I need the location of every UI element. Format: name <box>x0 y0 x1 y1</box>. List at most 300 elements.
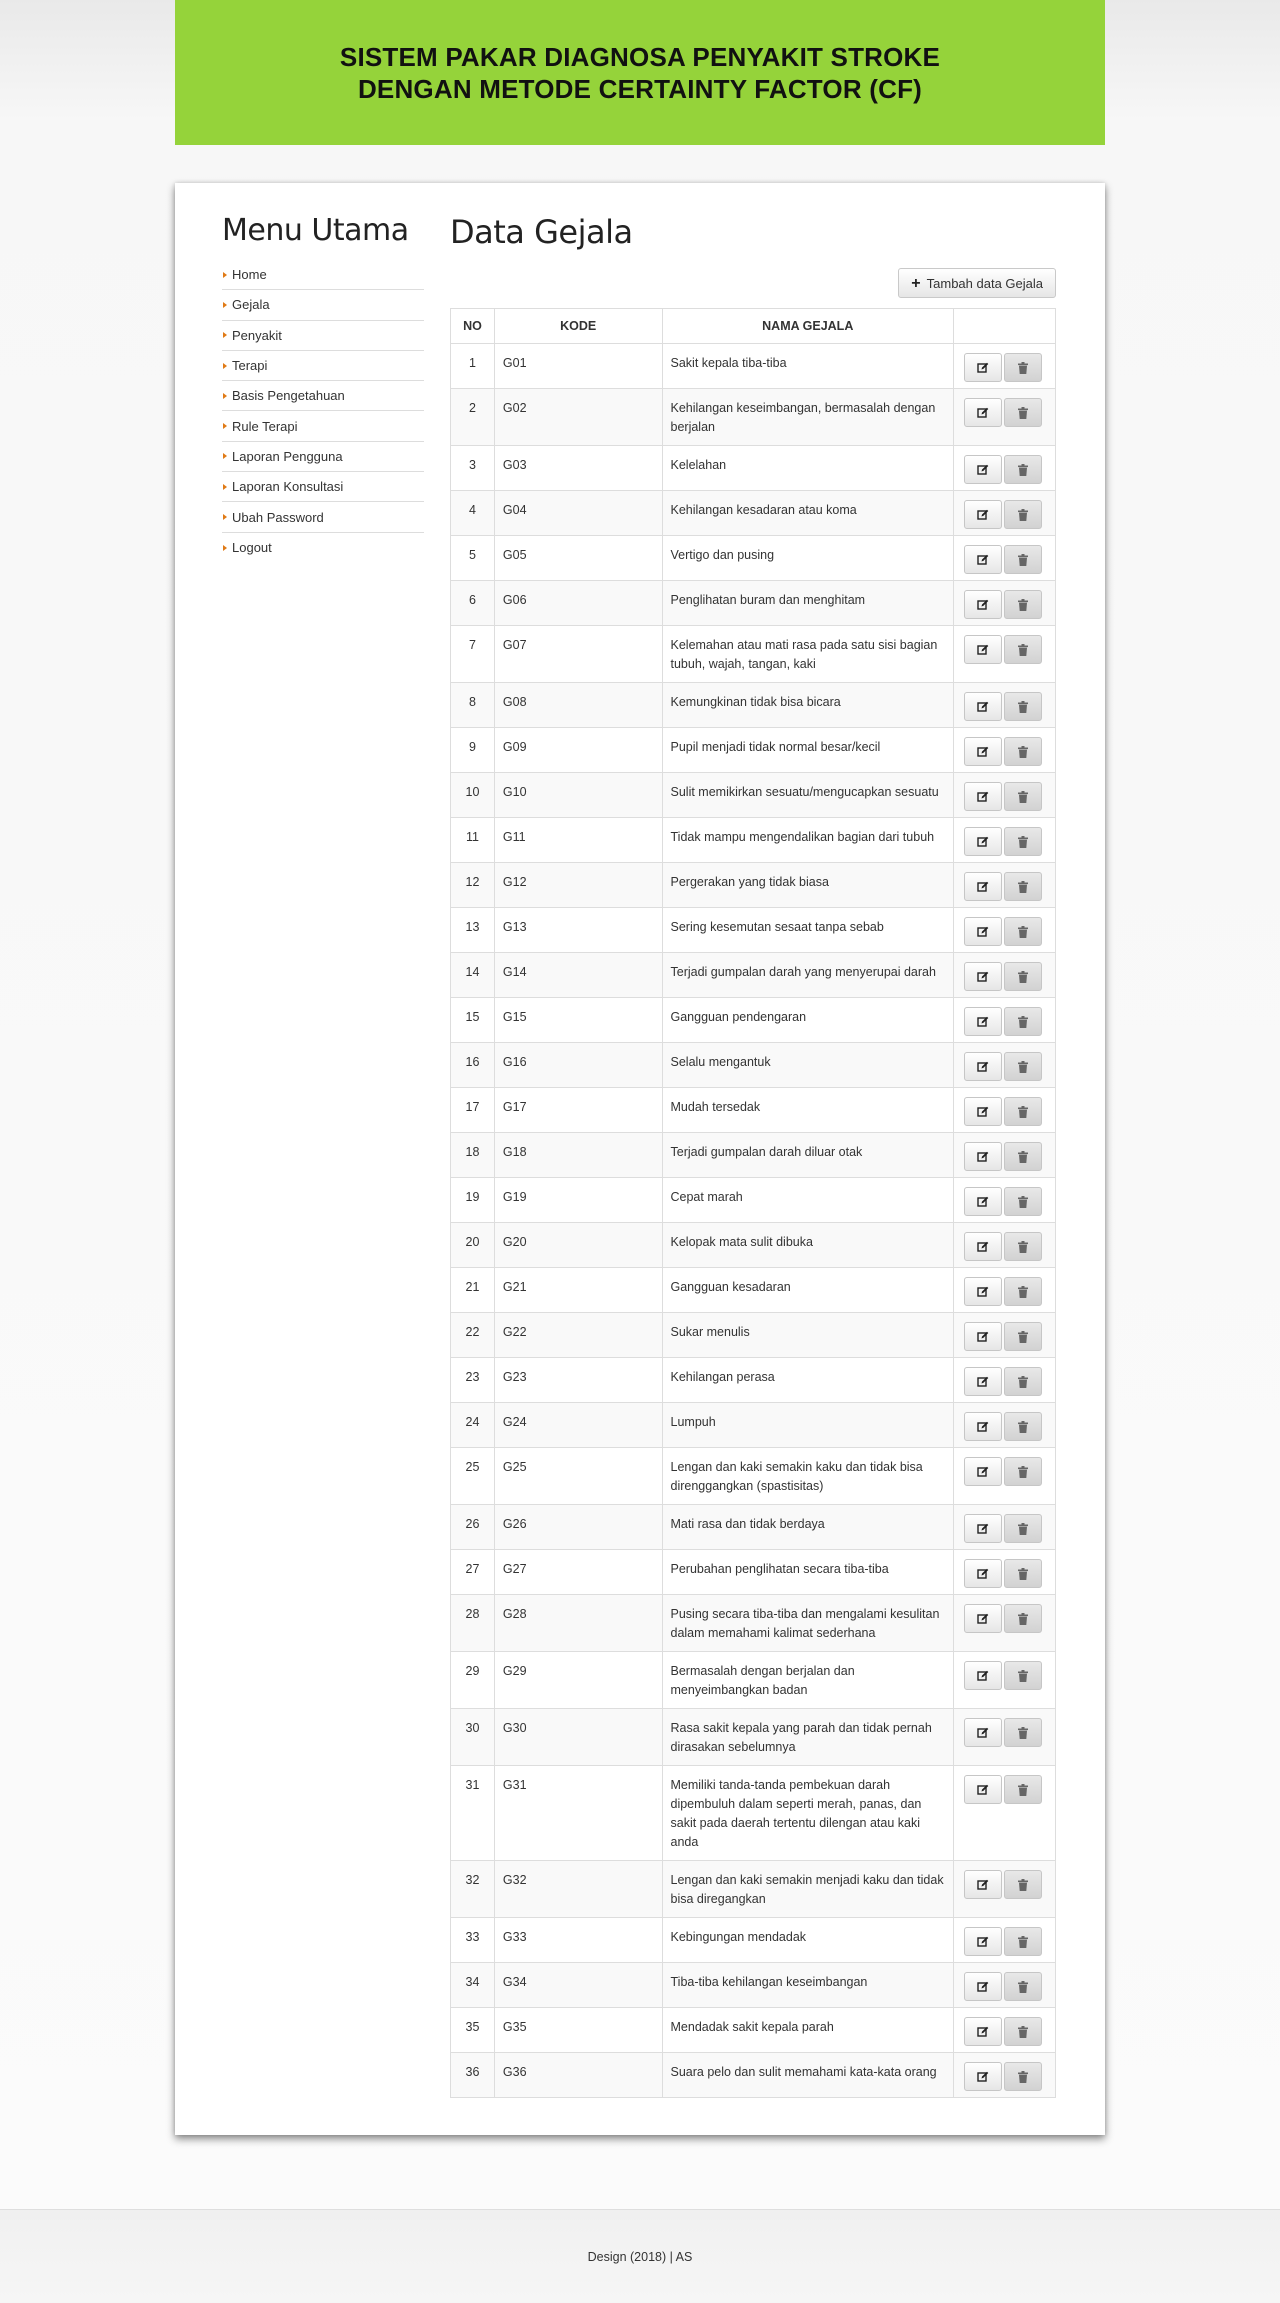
cell-no: 7 <box>451 626 495 683</box>
cell-nama-gejala: Kelelahan <box>662 446 954 491</box>
edit-icon <box>977 1331 989 1343</box>
trash-icon <box>1018 1613 1028 1625</box>
edit-button[interactable] <box>964 2062 1002 2091</box>
sidebar-item-penyakit[interactable] <box>222 321 424 351</box>
edit-button[interactable] <box>964 500 1002 529</box>
delete-button[interactable] <box>1004 782 1042 811</box>
cell-actions <box>954 728 1056 773</box>
cell-kode: G24 <box>494 1403 662 1448</box>
edit-button[interactable] <box>964 1559 1002 1588</box>
delete-button[interactable] <box>1004 962 1042 991</box>
cell-kode: G21 <box>494 1268 662 1313</box>
delete-button[interactable] <box>1004 1972 1042 2001</box>
arrow-right-icon <box>223 484 227 490</box>
cell-kode: G10 <box>494 773 662 818</box>
edit-icon <box>977 791 989 803</box>
edit-button[interactable] <box>964 1322 1002 1351</box>
trash-icon <box>1018 1727 1028 1739</box>
edit-button[interactable] <box>964 545 1002 574</box>
cell-nama-gejala: Mudah tersedak <box>662 1088 954 1133</box>
table-row <box>451 2008 1056 2053</box>
trash-icon <box>1018 1466 1028 1478</box>
table-body <box>451 344 1056 2098</box>
sidebar-menu <box>222 260 424 563</box>
edit-button[interactable] <box>964 1187 1002 1216</box>
edit-icon <box>977 554 989 566</box>
cell-no: 20 <box>451 1223 495 1268</box>
cell-kode: G07 <box>494 626 662 683</box>
cell-kode: G04 <box>494 491 662 536</box>
edit-button[interactable] <box>964 398 1002 427</box>
edit-icon <box>977 2071 989 2083</box>
cell-no: 6 <box>451 581 495 626</box>
cell-nama-gejala: Sukar menulis <box>662 1313 954 1358</box>
cell-no: 3 <box>451 446 495 491</box>
cell-nama-gejala: Sering kesemutan sesaat tanpa sebab <box>662 908 954 953</box>
arrow-right-icon <box>223 302 227 308</box>
page-title: Data Gejala <box>450 213 633 251</box>
table-row <box>451 1223 1056 1268</box>
cell-kode: G03 <box>494 446 662 491</box>
cell-actions <box>954 1178 1056 1223</box>
delete-button[interactable] <box>1004 1661 1042 1690</box>
edit-icon <box>977 701 989 713</box>
edit-button[interactable] <box>964 1661 1002 1690</box>
cell-no: 35 <box>451 2008 495 2053</box>
table-row <box>451 1918 1056 1963</box>
edit-icon <box>977 509 989 521</box>
cell-kode: G27 <box>494 1550 662 1595</box>
trash-icon <box>1018 1421 1028 1433</box>
table-row <box>451 389 1056 446</box>
cell-no: 29 <box>451 1652 495 1709</box>
sidebar-item-terapi[interactable] <box>222 351 424 381</box>
cell-no: 17 <box>451 1088 495 1133</box>
cell-no: 11 <box>451 818 495 863</box>
arrow-right-icon <box>223 363 227 369</box>
trash-icon <box>1018 1784 1028 1796</box>
cell-actions <box>954 2053 1056 2098</box>
table-row <box>451 2053 1056 2098</box>
edit-button[interactable] <box>964 1457 1002 1486</box>
edit-button[interactable] <box>964 1007 1002 1036</box>
cell-kode: G05 <box>494 536 662 581</box>
cell-nama-gejala: Lengan dan kaki semakin menjadi kaku dan tidak bisa diregangkan <box>662 1861 954 1918</box>
delete-button[interactable] <box>1004 635 1042 664</box>
table-row <box>451 1403 1056 1448</box>
trash-icon <box>1018 1061 1028 1073</box>
cell-kode: G17 <box>494 1088 662 1133</box>
edit-button[interactable] <box>964 1870 1002 1899</box>
table-row <box>451 1709 1056 1766</box>
cell-no: 13 <box>451 908 495 953</box>
delete-button[interactable] <box>1004 1927 1042 1956</box>
cell-actions <box>954 1652 1056 1709</box>
delete-button[interactable] <box>1004 1052 1042 1081</box>
footer-text: Design (2018) | AS <box>587 2249 693 2264</box>
cell-nama-gejala: Kehilangan keseimbangan, bermasalah dengan berjalan <box>662 389 954 446</box>
content-panel <box>175 183 1105 2135</box>
cell-kode: G18 <box>494 1133 662 1178</box>
edit-button[interactable] <box>964 590 1002 619</box>
arrow-right-icon <box>223 453 227 459</box>
cell-kode: G31 <box>494 1766 662 1861</box>
cell-no: 25 <box>451 1448 495 1505</box>
trash-icon <box>1018 836 1028 848</box>
sidebar <box>222 213 424 563</box>
table-row <box>451 728 1056 773</box>
edit-icon <box>977 1670 989 1682</box>
sidebar-item-label[interactable]: Terapi <box>232 358 268 374</box>
table-row <box>451 344 1056 389</box>
cell-actions <box>954 818 1056 863</box>
cell-kode: G33 <box>494 1918 662 1963</box>
trash-icon <box>1018 644 1028 656</box>
trash-icon <box>1018 599 1028 611</box>
trash-icon <box>1018 1331 1028 1343</box>
edit-button[interactable] <box>964 1514 1002 1543</box>
trash-icon <box>1018 791 1028 803</box>
sidebar-item-label[interactable]: Gejala <box>232 297 270 313</box>
edit-button[interactable] <box>964 1052 1002 1081</box>
edit-button[interactable] <box>964 872 1002 901</box>
cell-kode: G12 <box>494 863 662 908</box>
delete-button[interactable] <box>1004 872 1042 901</box>
arrow-right-icon <box>223 514 227 520</box>
trash-icon <box>1018 1523 1028 1535</box>
cell-nama-gejala: Mendadak sakit kepala parah <box>662 2008 954 2053</box>
cell-nama-gejala: Kehilangan kesadaran atau koma <box>662 491 954 536</box>
arrow-right-icon <box>223 423 227 429</box>
sidebar-item-ubah-password[interactable] <box>222 502 424 532</box>
delete-button[interactable] <box>1004 827 1042 856</box>
sidebar-item-laporan-konsultasi[interactable] <box>222 472 424 502</box>
cell-no: 34 <box>451 1963 495 2008</box>
column-header-no: NO <box>451 309 495 344</box>
arrow-right-icon <box>223 332 227 338</box>
table-row <box>451 581 1056 626</box>
cell-kode: G08 <box>494 683 662 728</box>
edit-icon <box>977 1016 989 1028</box>
table-row <box>451 1358 1056 1403</box>
delete-button[interactable] <box>1004 1457 1042 1486</box>
cell-kode: G30 <box>494 1709 662 1766</box>
edit-icon <box>977 407 989 419</box>
trash-icon <box>1018 464 1028 476</box>
cell-actions <box>954 1766 1056 1861</box>
cell-kode: G22 <box>494 1313 662 1358</box>
edit-icon <box>977 746 989 758</box>
cell-no: 9 <box>451 728 495 773</box>
edit-button[interactable] <box>964 1232 1002 1261</box>
table-row <box>451 1550 1056 1595</box>
cell-actions <box>954 773 1056 818</box>
cell-actions <box>954 1403 1056 1448</box>
cell-no: 23 <box>451 1358 495 1403</box>
cell-kode: G11 <box>494 818 662 863</box>
edit-button[interactable] <box>964 1412 1002 1441</box>
main-content <box>450 213 1056 2079</box>
footer <box>0 2209 1280 2303</box>
add-gejala-button[interactable] <box>898 268 1056 298</box>
edit-icon <box>977 1879 989 1891</box>
table-row <box>451 491 1056 536</box>
cell-nama-gejala: Rasa sakit kepala yang parah dan tidak pernah dirasakan sebelumnya <box>662 1709 954 1766</box>
cell-nama-gejala: Pergerakan yang tidak biasa <box>662 863 954 908</box>
cell-kode: G01 <box>494 344 662 389</box>
cell-kode: G20 <box>494 1223 662 1268</box>
sidebar-item-label[interactable]: Laporan Konsultasi <box>232 479 344 495</box>
cell-no: 30 <box>451 1709 495 1766</box>
edit-button[interactable] <box>964 1277 1002 1306</box>
cell-actions <box>954 491 1056 536</box>
cell-nama-gejala: Gangguan kesadaran <box>662 1268 954 1313</box>
cell-nama-gejala: Pupil menjadi tidak normal besar/kecil <box>662 728 954 773</box>
edit-button[interactable] <box>964 353 1002 382</box>
cell-nama-gejala: Tidak mampu mengendalikan bagian dari tubuh <box>662 818 954 863</box>
sidebar-item-logout[interactable] <box>222 533 424 563</box>
cell-actions <box>954 683 1056 728</box>
cell-nama-gejala: Lumpuh <box>662 1403 954 1448</box>
cell-no: 28 <box>451 1595 495 1652</box>
delete-button[interactable] <box>1004 1870 1042 1899</box>
plus-icon: + <box>911 274 921 292</box>
cell-no: 32 <box>451 1861 495 1918</box>
cell-nama-gejala: Kemungkinan tidak bisa bicara <box>662 683 954 728</box>
edit-button[interactable] <box>964 917 1002 946</box>
site-title-line-1: SISTEM PAKAR DIAGNOSA PENYAKIT STROKE <box>339 41 941 72</box>
table-row <box>451 1766 1056 1861</box>
cell-no: 1 <box>451 344 495 389</box>
trash-icon <box>1018 971 1028 983</box>
trash-icon <box>1018 926 1028 938</box>
cell-nama-gejala: Kelopak mata sulit dibuka <box>662 1223 954 1268</box>
sidebar-item-basis-pengetahuan[interactable] <box>222 381 424 411</box>
table-row <box>451 1963 1056 2008</box>
edit-icon <box>977 2026 989 2038</box>
edit-icon <box>977 1523 989 1535</box>
cell-actions <box>954 1550 1056 1595</box>
edit-button[interactable] <box>964 962 1002 991</box>
cell-no: 8 <box>451 683 495 728</box>
delete-button[interactable] <box>1004 737 1042 766</box>
cell-no: 27 <box>451 1550 495 1595</box>
sidebar-item-label[interactable]: Penyakit <box>232 327 282 343</box>
delete-button[interactable] <box>1004 1097 1042 1126</box>
site-title <box>340 41 940 105</box>
cell-actions <box>954 581 1056 626</box>
cell-nama-gejala: Gangguan pendengaran <box>662 998 954 1043</box>
cell-kode: G09 <box>494 728 662 773</box>
edit-icon <box>977 1568 989 1580</box>
cell-actions <box>954 1505 1056 1550</box>
table-row <box>451 1505 1056 1550</box>
sidebar-item-label[interactable]: Home <box>232 267 267 283</box>
cell-kode: G25 <box>494 1448 662 1505</box>
table-row <box>451 998 1056 1043</box>
cell-kode: G14 <box>494 953 662 998</box>
edit-button[interactable] <box>964 1718 1002 1747</box>
cell-nama-gejala: Sakit kepala tiba-tiba <box>662 344 954 389</box>
trash-icon <box>1018 881 1028 893</box>
table-row <box>451 1313 1056 1358</box>
sidebar-title: Menu Utama <box>222 213 409 248</box>
cell-actions <box>954 998 1056 1043</box>
delete-button[interactable] <box>1004 398 1042 427</box>
edit-button[interactable] <box>964 455 1002 484</box>
cell-no: 16 <box>451 1043 495 1088</box>
edit-button[interactable] <box>964 635 1002 664</box>
cell-actions <box>954 1918 1056 1963</box>
edit-button[interactable] <box>964 2017 1002 2046</box>
edit-icon <box>977 1376 989 1388</box>
sidebar-item-label[interactable]: Laporan Pengguna <box>232 448 343 464</box>
delete-button[interactable] <box>1004 353 1042 382</box>
cell-kode: G23 <box>494 1358 662 1403</box>
cell-nama-gejala: Memiliki tanda-tanda pembekuan darah dipembuluh dalam seperti merah, panas, dan sakit pada daerah tertentu dilengan atau kaki anda <box>662 1766 954 1861</box>
edit-button[interactable] <box>964 1142 1002 1171</box>
table-row <box>451 626 1056 683</box>
delete-button[interactable] <box>1004 1187 1042 1216</box>
cell-nama-gejala: Mati rasa dan tidak berdaya <box>662 1505 954 1550</box>
delete-button[interactable] <box>1004 1559 1042 1588</box>
delete-button[interactable] <box>1004 2017 1042 2046</box>
cell-actions <box>954 1595 1056 1652</box>
delete-button[interactable] <box>1004 2062 1042 2091</box>
table-row <box>451 818 1056 863</box>
cell-no: 2 <box>451 389 495 446</box>
cell-actions <box>954 2008 1056 2053</box>
edit-button[interactable] <box>964 782 1002 811</box>
delete-button[interactable] <box>1004 1514 1042 1543</box>
cell-kode: G02 <box>494 389 662 446</box>
cell-actions <box>954 626 1056 683</box>
cell-no: 31 <box>451 1766 495 1861</box>
cell-actions <box>954 1358 1056 1403</box>
cell-actions <box>954 1448 1056 1505</box>
delete-button[interactable] <box>1004 545 1042 574</box>
cell-kode: G06 <box>494 581 662 626</box>
cell-no: 10 <box>451 773 495 818</box>
delete-button[interactable] <box>1004 692 1042 721</box>
edit-icon <box>977 644 989 656</box>
table-row <box>451 536 1056 581</box>
delete-button[interactable] <box>1004 1775 1042 1804</box>
cell-no: 33 <box>451 1918 495 1963</box>
cell-nama-gejala: Kebingungan mendadak <box>662 1918 954 1963</box>
column-header-kode: KODE <box>494 309 662 344</box>
cell-kode: G29 <box>494 1652 662 1709</box>
delete-button[interactable] <box>1004 1007 1042 1036</box>
edit-button[interactable] <box>964 827 1002 856</box>
table-row <box>451 1652 1056 1709</box>
trash-icon <box>1018 1151 1028 1163</box>
edit-button[interactable] <box>964 1097 1002 1126</box>
cell-kode: G15 <box>494 998 662 1043</box>
cell-nama-gejala: Suara pelo dan sulit memahami kata-kata orang <box>662 2053 954 2098</box>
cell-nama-gejala: Terjadi gumpalan darah yang menyerupai darah <box>662 953 954 998</box>
arrow-right-icon <box>223 545 227 551</box>
trash-icon <box>1018 1376 1028 1388</box>
trash-icon <box>1018 1241 1028 1253</box>
edit-icon <box>977 1784 989 1796</box>
cell-kode: G34 <box>494 1963 662 2008</box>
cell-actions <box>954 344 1056 389</box>
edit-icon <box>977 1421 989 1433</box>
delete-button[interactable] <box>1004 1277 1042 1306</box>
edit-icon <box>977 1466 989 1478</box>
trash-icon <box>1018 362 1028 374</box>
cell-actions <box>954 1043 1056 1088</box>
delete-button[interactable] <box>1004 1232 1042 1261</box>
arrow-right-icon <box>223 393 227 399</box>
edit-icon <box>977 1106 989 1118</box>
delete-button[interactable] <box>1004 590 1042 619</box>
trash-icon <box>1018 509 1028 521</box>
table-row <box>451 1178 1056 1223</box>
table-row <box>451 683 1056 728</box>
sidebar-item-label[interactable]: Rule Terapi <box>232 418 298 434</box>
gejala-table <box>450 308 1056 2098</box>
trash-icon <box>1018 407 1028 419</box>
sidebar-item-rule-terapi[interactable] <box>222 411 424 441</box>
cell-actions <box>954 1313 1056 1358</box>
edit-button[interactable] <box>964 1367 1002 1396</box>
cell-no: 26 <box>451 1505 495 1550</box>
cell-no: 18 <box>451 1133 495 1178</box>
cell-no: 12 <box>451 863 495 908</box>
delete-button[interactable] <box>1004 1322 1042 1351</box>
sidebar-item-label[interactable]: Ubah Password <box>232 509 324 525</box>
sidebar-item-laporan-pengguna[interactable] <box>222 442 424 472</box>
delete-button[interactable] <box>1004 917 1042 946</box>
delete-button[interactable] <box>1004 1604 1042 1633</box>
edit-icon <box>977 1241 989 1253</box>
cell-nama-gejala: Penglihatan buram dan menghitam <box>662 581 954 626</box>
edit-icon <box>977 1727 989 1739</box>
delete-button[interactable] <box>1004 1718 1042 1747</box>
trash-icon <box>1018 1286 1028 1298</box>
edit-button[interactable] <box>964 1775 1002 1804</box>
cell-nama-gejala: Sulit memikirkan sesuatu/mengucapkan sesuatu <box>662 773 954 818</box>
site-header <box>175 0 1105 145</box>
delete-button[interactable] <box>1004 500 1042 529</box>
edit-button[interactable] <box>964 1972 1002 2001</box>
cell-nama-gejala: Vertigo dan pusing <box>662 536 954 581</box>
delete-button[interactable] <box>1004 1412 1042 1441</box>
cell-actions <box>954 908 1056 953</box>
edit-icon <box>977 1936 989 1948</box>
edit-button[interactable] <box>964 1604 1002 1633</box>
site-title-line-2: DENGAN METODE CERTAINTY FACTOR (CF) <box>357 73 923 104</box>
delete-button[interactable] <box>1004 455 1042 484</box>
delete-button[interactable] <box>1004 1142 1042 1171</box>
edit-icon <box>977 926 989 938</box>
edit-button[interactable] <box>964 692 1002 721</box>
sidebar-item-label[interactable]: Logout <box>232 540 272 556</box>
edit-button[interactable] <box>964 737 1002 766</box>
table-row <box>451 446 1056 491</box>
sidebar-item-home[interactable] <box>222 260 424 290</box>
trash-icon <box>1018 1106 1028 1118</box>
cell-nama-gejala: Lengan dan kaki semakin kaku dan tidak bisa direnggangkan (spastisitas) <box>662 1448 954 1505</box>
sidebar-item-label[interactable]: Basis Pengetahuan <box>232 388 345 404</box>
edit-button[interactable] <box>964 1927 1002 1956</box>
cell-nama-gejala: Selalu mengantuk <box>662 1043 954 1088</box>
sidebar-item-gejala[interactable] <box>222 290 424 320</box>
delete-button[interactable] <box>1004 1367 1042 1396</box>
trash-icon <box>1018 746 1028 758</box>
